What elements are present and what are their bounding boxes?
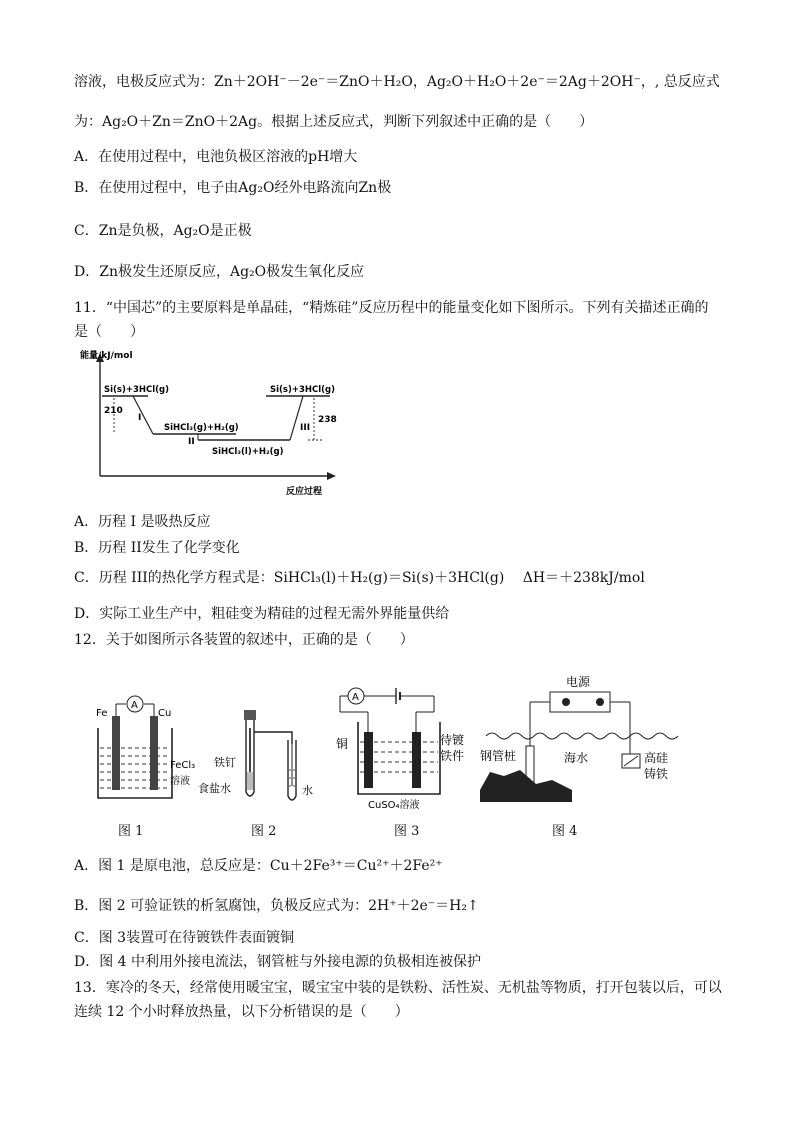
q12-option-b: B．图 2 可验证铁的析氢腐蚀，负极反应式为：2H⁺＋2e⁻＝H₂↑ bbox=[74, 898, 479, 914]
fig4-sea-label: 海水 bbox=[564, 751, 589, 765]
x-axis-label: 反应过程 bbox=[286, 487, 323, 497]
q11-stem-line2: 是（ ） bbox=[74, 324, 144, 340]
state-mid2: SiHCl₃(l)+H₂(g) bbox=[212, 447, 284, 457]
fig4-pile-label: 钢管桩 bbox=[480, 749, 517, 763]
q13-stem-line2: 连续 12 个小时释放热量，以下分析错误的是（ ） bbox=[74, 1004, 409, 1020]
fig4-caption: 图 4 bbox=[552, 824, 578, 839]
figure-4-cathodic-protection bbox=[476, 672, 686, 810]
q10-intro-line2: 为：Ag₂O＋Zn＝ZnO＋2Ag。根据上述反应式，判断下列叙述中正确的是（ ） bbox=[74, 114, 594, 130]
q12-option-a: A．图 1 是原电池，总反应是：Cu＋2Fe³⁺＝Cu²⁺＋2Fe²⁺ bbox=[74, 858, 443, 874]
y-axis-label: 能量/kJ/mol bbox=[80, 351, 133, 361]
delta-210: 210 bbox=[104, 406, 123, 416]
fig1-caption: 图 1 bbox=[118, 824, 144, 839]
step-1-label: I bbox=[138, 413, 142, 423]
q12-stem: 12．关于如图所示各装置的叙述中，正确的是（ ） bbox=[74, 632, 414, 648]
q13-stem-line1: 13．寒冷的冬天，经常使用暖宝宝，暖宝宝中装的是铁粉、活性炭、无机盐等物质，打开包装以后，可以 bbox=[74, 980, 722, 996]
fig2-salt-label: 食盐水 bbox=[198, 782, 231, 795]
q10-option-b: B．在使用过程中，电子由Ag₂O经外电路流向Zn极 bbox=[74, 180, 392, 196]
state-left: Si(s)+3HCl(g) bbox=[104, 385, 170, 395]
q10-option-d: D．Zn极发生还原反应，Ag₂O极发生氧化反应 bbox=[74, 264, 365, 280]
q11-option-c: C．历程 III的热化学方程式是：SiHCl₃(l)＋H₂(g)＝Si(s)＋3HCl(g) ΔH＝＋238kJ/mol bbox=[74, 570, 645, 586]
fig1-ammeter: A bbox=[131, 700, 138, 711]
fig4-iron-label-1: 高硅 bbox=[644, 751, 669, 765]
fig2-nail-label: 铁钉 bbox=[214, 756, 236, 769]
figure-3-electroplating bbox=[330, 682, 470, 812]
energy-diagram bbox=[78, 348, 338, 498]
fig4-iron-label-2: 铸铁 bbox=[644, 767, 669, 781]
figure-1-galvanic-cell bbox=[90, 690, 210, 808]
fig2-caption: 图 2 bbox=[251, 824, 277, 839]
fig3-plated-label-1: 待镀 bbox=[440, 733, 465, 747]
fig4-power-label: 电源 bbox=[566, 675, 591, 689]
q11-stem-line1: 11．“中国芯”的主要原料是单晶硅，“精炼硅”反应历程中的能量变化如下图所示。下列有关描述正确的 bbox=[74, 300, 709, 316]
step-3-label: III bbox=[300, 423, 311, 433]
fig3-copper-label: 铜 bbox=[336, 737, 349, 751]
q11-option-a: A．历程 I 是吸热反应 bbox=[74, 514, 211, 530]
q12-option-c: C．图 3装置可在待镀铁件表面镀铜 bbox=[74, 930, 295, 946]
q10-intro-line1: 溶液，电极反应式为：Zn＋2OH⁻－2e⁻＝ZnO＋H₂O，Ag₂O＋H₂O＋2e⁻＝2Ag＋2OH⁻，, 总反应式 bbox=[74, 74, 720, 90]
fig3-caption: 图 3 bbox=[394, 824, 420, 839]
q10-option-a: A．在使用过程中，电池负极区溶液的pH增大 bbox=[74, 149, 358, 165]
fig2-water-label: 水 bbox=[302, 784, 313, 797]
fig1-solution-1: FeCl₃ bbox=[170, 760, 196, 771]
q12-option-d: D．图 4 中利用外接电流法，钢管桩与外接电源的负极相连被保护 bbox=[74, 954, 482, 970]
figure-2-corrosion bbox=[196, 700, 336, 810]
fig1-fe-label: Fe bbox=[96, 708, 108, 719]
fig3-solution-label: CuSO₄溶液 bbox=[368, 800, 420, 811]
fig3-plated-label-2: 铁件 bbox=[440, 749, 465, 763]
q11-option-d: D．实际工业生产中，粗硅变为精硅的过程无需外界能量供给 bbox=[74, 606, 450, 622]
q11-option-b: B．历程 II发生了化学变化 bbox=[74, 540, 240, 556]
state-mid1: SiHCl₃(g)+H₂(g) bbox=[164, 423, 239, 433]
step-2-label: II bbox=[188, 437, 195, 447]
q10-option-c: C．Zn是负极，Ag₂O是正极 bbox=[74, 223, 252, 239]
fig1-cu-label: Cu bbox=[158, 708, 172, 719]
delta-238: 238 bbox=[318, 415, 337, 425]
state-right: Si(s)+3HCl(g) bbox=[270, 385, 336, 395]
fig3-ammeter: A bbox=[352, 692, 359, 703]
fig1-solution-2: 溶液 bbox=[170, 776, 190, 787]
